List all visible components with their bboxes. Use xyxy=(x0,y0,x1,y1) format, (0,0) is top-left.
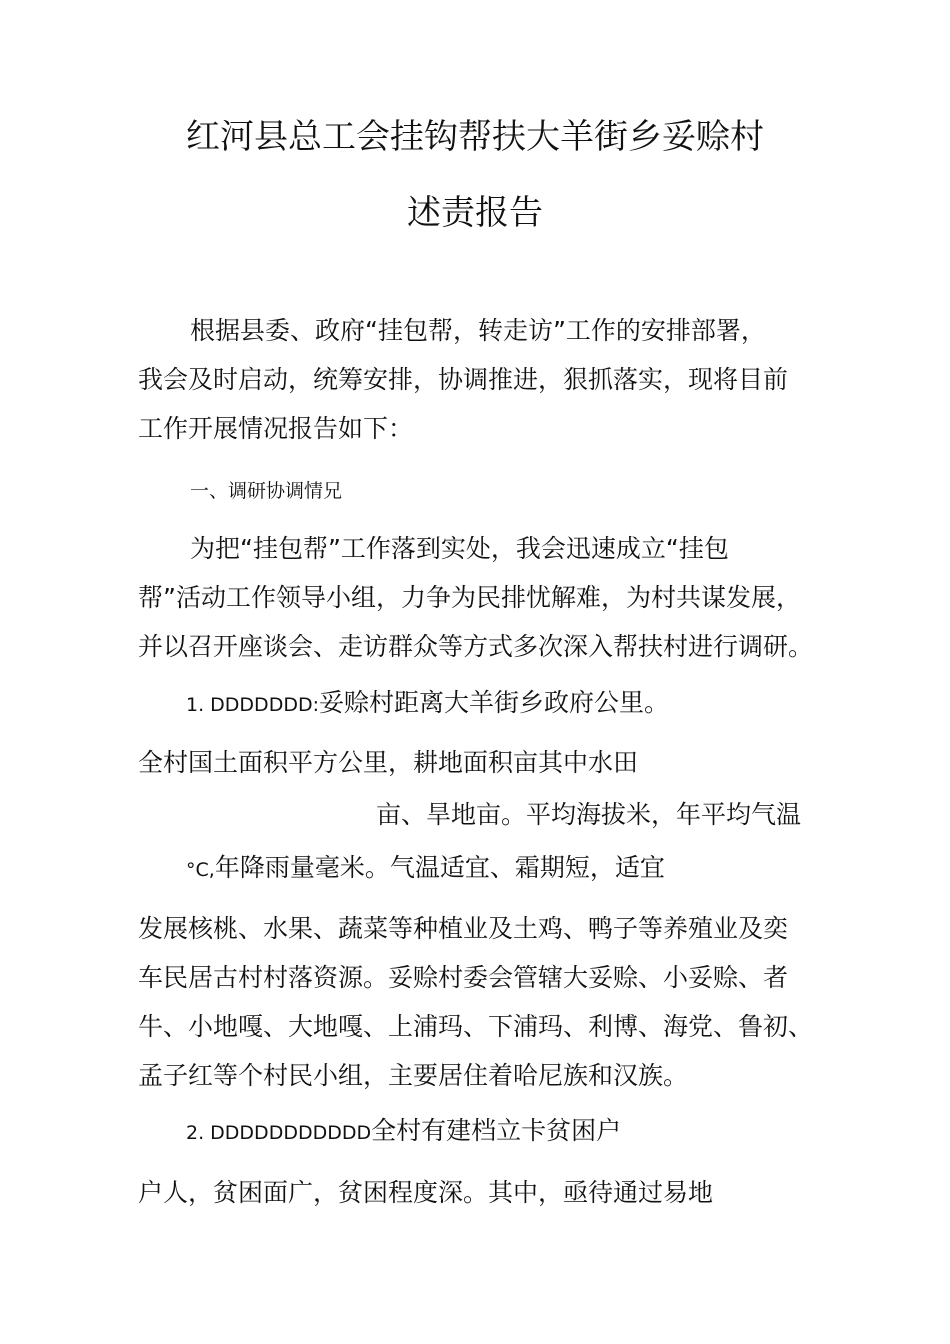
item-2-line xyxy=(186,1118,621,1143)
section-1-line-1: 为把“挂包帮”工作落到实处，我会迅速成立“挂包 xyxy=(190,534,729,563)
item-1-more-line-4: 孟子红等个村民小组，主要居住着哈尼族和汉族。 xyxy=(138,1061,689,1090)
item-1-line xyxy=(186,690,669,715)
item-1-detail-line-1: 全村国土面积平方公里，耕地面积亩其中水田 xyxy=(138,748,639,777)
item-1-temp-line xyxy=(186,855,665,880)
item-2-text: 全村有建档立卡贫困户 xyxy=(371,1116,622,1145)
item-1-temp-text: 年降雨量毫米。气温适宜、霜期短，适宜 xyxy=(214,853,665,882)
section-1-line-2: 帮”活动工作领导小组，力争为民排忧解难，为村共谋发展， xyxy=(138,583,801,612)
intro-paragraph-line-2: 我会及时启动，统筹安排，协调推进，狠抓落实，现将目前 xyxy=(138,365,789,394)
document-title-line-1: 红河县总工会挂钩帮扶大羊街乡妥赊村 xyxy=(186,117,764,157)
item-1-more-line-2: 车民居古村村落资源。妥赊村委会管辖大妥赊、小妥赊、者 xyxy=(138,963,789,992)
item-1-prefix: 1. DDDDDDD: xyxy=(186,694,319,716)
item-1-temp-prefix: °C, xyxy=(186,859,215,881)
section-1-line-3: 并以召开座谈会、走访群众等方式多次深入帮扶村进行调研。 xyxy=(138,632,814,661)
intro-paragraph-line-1: 根据县委、政府“挂包帮，转走访”工作的安排部署， xyxy=(190,316,766,345)
item-1-text: 妥赊村距离大羊街乡政府公里。 xyxy=(318,688,669,717)
item-1-detail-line-2: 亩、旱地亩。平均海拔米，年平均气温 xyxy=(376,800,802,829)
section-1-heading: 一、调研协调情兄 xyxy=(190,480,343,502)
document-title-line-2: 述责报告 xyxy=(407,193,543,233)
item-1-more-line-3: 牛、小地嘎、大地嘎、上浦玛、下浦玛、利博、海党、鲁初、 xyxy=(138,1012,814,1041)
item-1-more-line-1: 发展核桃、水果、蔬菜等种植业及土鸡、鸭子等养殖业及奕 xyxy=(138,914,789,943)
intro-paragraph-line-3: 工作开展情况报告如下： xyxy=(138,414,414,443)
item-2-detail-line-1: 户人，贫困面广，贫困程度深。其中，亟待通过易地 xyxy=(138,1178,714,1207)
item-2-prefix: 2. DDDDDDDDDDD xyxy=(186,1122,372,1144)
